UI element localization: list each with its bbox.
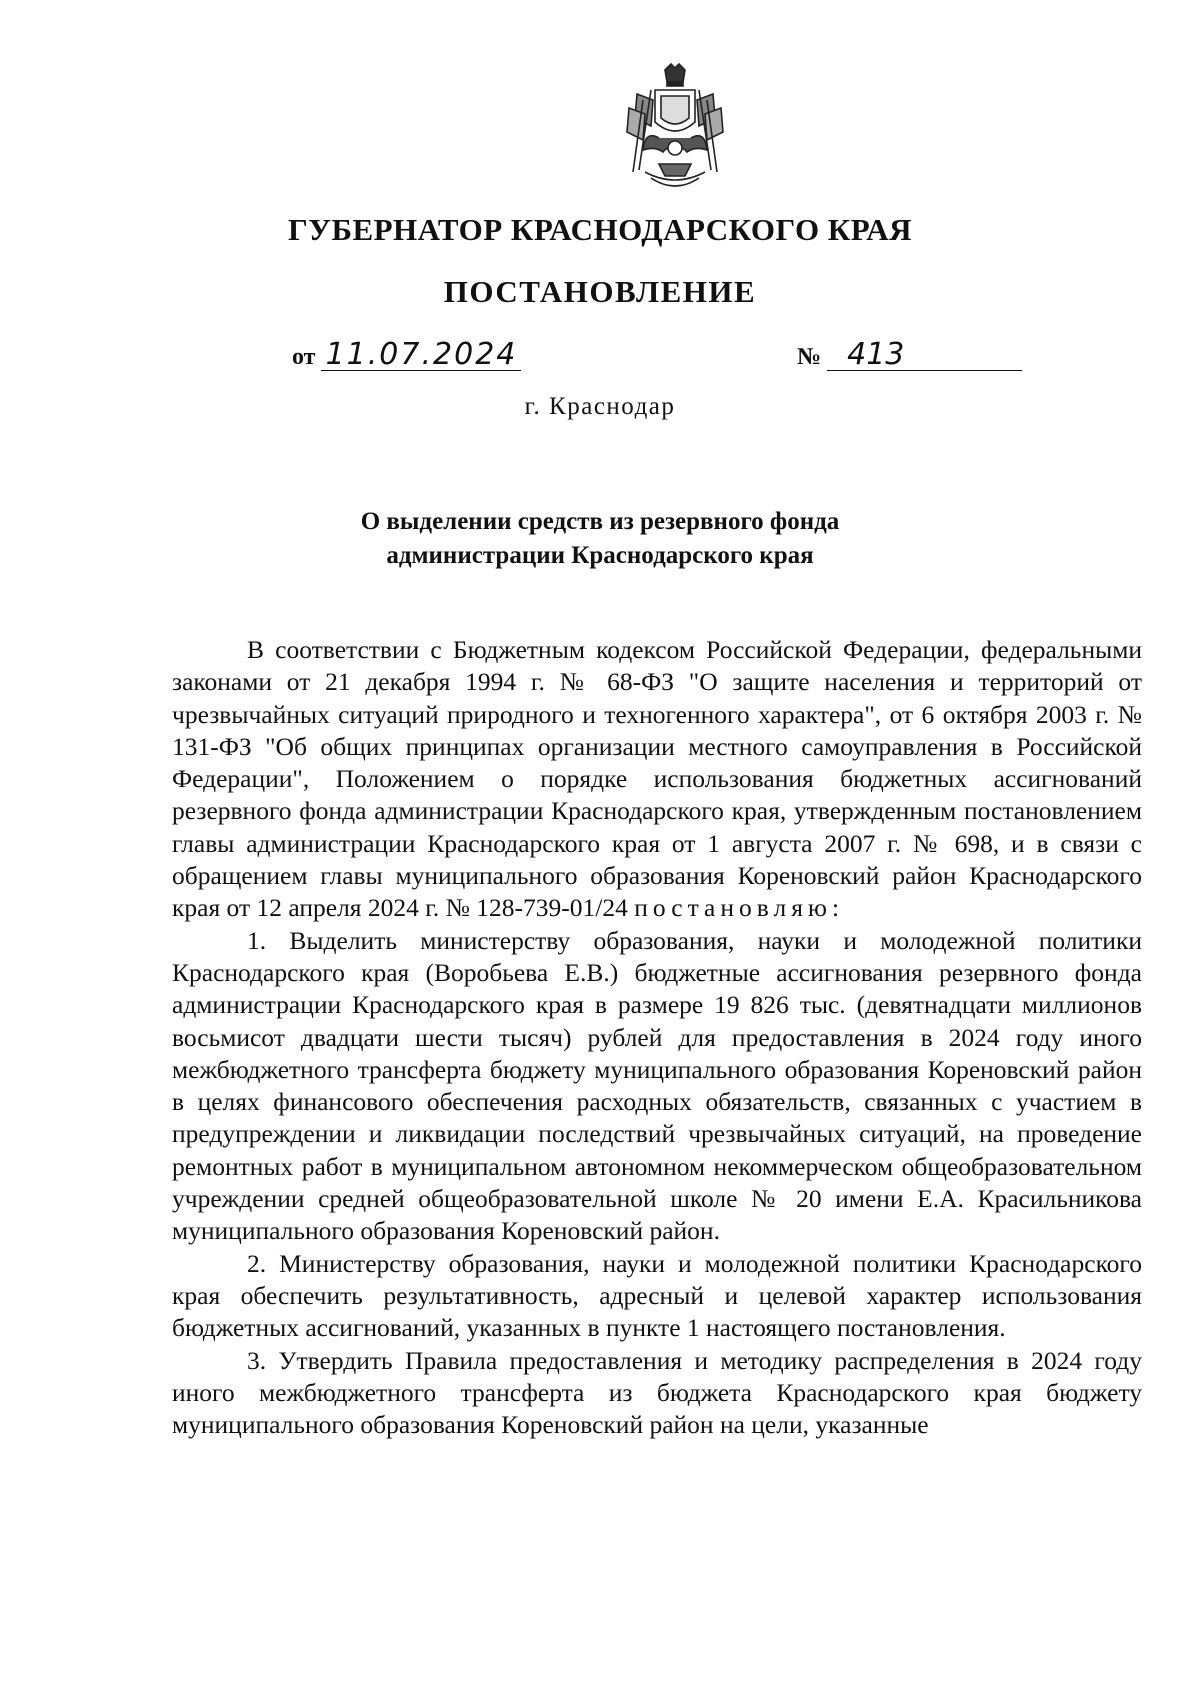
document-subject [0, 505, 1200, 573]
document-number [797, 337, 1022, 372]
date-prefix: от [292, 344, 316, 370]
subject-line-2: администрации Краснодарского края [386, 542, 814, 569]
org-title: ГУБЕРНАТОР КРАСНОДАРСКОГО КРАЯ [287, 212, 913, 247]
resolve-word: постановляю: [634, 893, 845, 923]
number-prefix: № [797, 344, 822, 370]
krasnodar-coat-of-arms-icon [615, 60, 735, 200]
item-3-paragraph: 3. Утвердить Правила предоставления и методику распределения в 2024 году иного межбюджетного трансферта из бюджета Краснодарского края бюджету муниципального образования Кореновский район на цели, указанные [172, 1345, 1142, 1440]
subject-line-1: О выделении средств из резервного фонда [360, 508, 840, 535]
handwritten-date: 11.07.2024 [321, 340, 521, 371]
handwritten-number: 413 [827, 340, 1022, 371]
document-body [172, 634, 1142, 1441]
preamble-text: В соответствии с Бюджетным кодексом Российской Федерации, федеральными законами от 21 декабря 1994 г. № 68-ФЗ "О защите населения и территорий от чрезвычайных ситуаций природного и техногенного характера", от 6 октября 2003 г. № 131-ФЗ "Об общих принципах организации местного самоуправления в Российской Федерации", Положением о порядке использования бюджетных ассигнований резервного фонда администрации Краснодарского края, утвержденным постановлением главы администрации Краснодарского края от 1 августа 2007 г. № 698, и в связи с обращением главы муниципального образования Кореновский район Краснодарского края от 12 апреля 2024 г. № 128-739-01/24 [172, 635, 1142, 923]
item-2-paragraph: 2. Министерству образования, науки и молодежной политики Краснодарского края обеспечить результативность, адресный и целевой характер использования бюджетных ассигнований, указанных в пункте 1 настоящего постановления. [172, 1248, 1142, 1343]
document-date [292, 337, 521, 372]
item-1-paragraph: 1. Выделить министерству образования, науки и молодежной политики Краснодарского края (Воробьева Е.В.) бюджетные ассигнования резервного фонда администрации Краснодарского края в размере 19 826 тыс. (девятнадцати миллионов восьмисот двадцати шести тысяч) рублей для предоставления в 2024 году иного межбюджетного трансферта бюджету муниципального образования Кореновский район в целях финансового обеспечения расходных обязательств, связанных с участием в предупреждении и ликвидации последствий чрезвычайных ситуаций, на проведение ремонтных работ в муниципальном автономном некоммерческом общеобразовательном учреждении средней общеобразовательной школе № 20 имени Е.А. Красильникова муниципального образования Кореновский район. [172, 925, 1142, 1246]
city-name: г. Краснодар [524, 393, 676, 420]
document-kind-title: ПОСТАНОВЛЕНИЕ [443, 274, 757, 309]
preamble-paragraph [172, 634, 1142, 925]
